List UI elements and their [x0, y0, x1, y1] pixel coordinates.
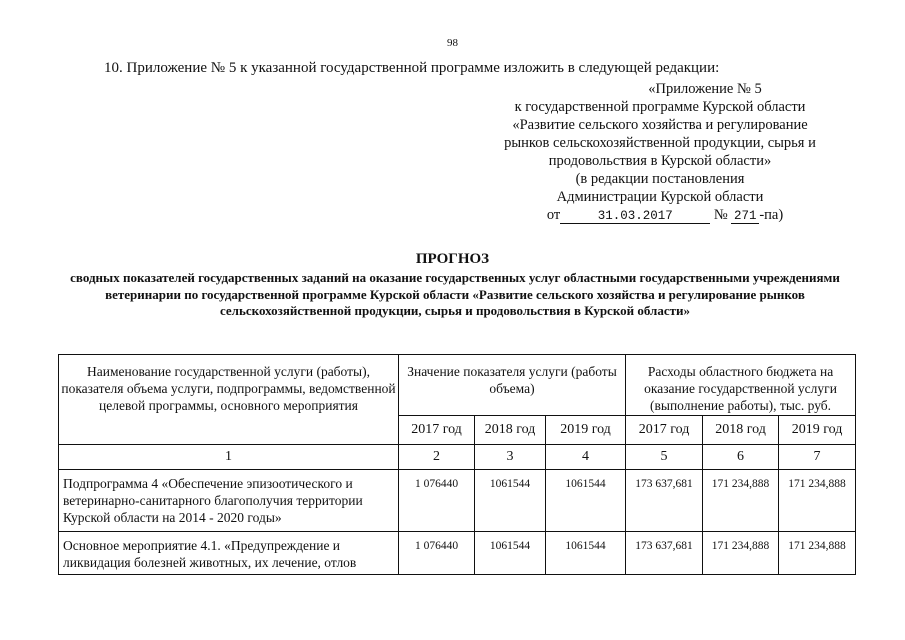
column-number: 1 [59, 445, 399, 470]
resolution-date-line [480, 206, 840, 224]
row-value: 1061544 [546, 470, 626, 532]
column-group-expenses: Расходы областного бюджета на оказание государственной услуги (выполнение работы), тыс. руб. [626, 355, 856, 416]
number-prefix: № [713, 207, 728, 223]
row-name: Подпрограмма 4 «Обеспечение эпизоотического и ветеринарно-санитарного благополучия территории Курской области на 2014 - 2020 годы» [59, 470, 399, 532]
column-number: 2 [399, 445, 475, 470]
table-row [59, 532, 856, 575]
year-header: 2017 год [399, 416, 475, 445]
appendix-line: рынков сельскохозяйственной продукции, сырья и [504, 135, 816, 151]
column-number: 3 [475, 445, 546, 470]
column-number: 6 [703, 445, 779, 470]
resolution-number: 271 [731, 210, 759, 224]
year-header: 2018 год [475, 416, 546, 445]
row-value: 1 076440 [399, 470, 475, 532]
row-value: 1061544 [546, 532, 626, 575]
year-header: 2019 год [779, 416, 856, 445]
year-header: 2018 год [703, 416, 779, 445]
row-value: 1061544 [475, 532, 546, 575]
page-number: 98 [447, 37, 458, 49]
appendix-line: «Приложение № 5 [648, 81, 762, 97]
row-value: 173 637,681 [626, 470, 703, 532]
appendix-line: к государственной программе Курской области [514, 99, 806, 115]
row-value: 171 234,888 [703, 470, 779, 532]
appendix-header [480, 80, 840, 224]
row-value: 1 076440 [399, 532, 475, 575]
row-value: 173 637,681 [626, 532, 703, 575]
row-value: 171 234,888 [779, 470, 856, 532]
table-row [59, 470, 856, 532]
date-prefix: от [546, 207, 561, 223]
row-value: 171 234,888 [779, 532, 856, 575]
column-header-name: Наименование государственной услуги (работы), показателя объема услуги, подпрограммы, ведомственной целевой программы, основного мероприятия [59, 355, 399, 445]
forecast-table [58, 354, 856, 575]
appendix-line: «Развитие сельского хозяйства и регулирование [512, 117, 808, 133]
appendix-line: продовольствия в Курской области» [548, 153, 772, 169]
document-subtitle: сводных показателей государственных заданий на оказание государственных услуг областными государственными учреждениями ветеринарии по государственной программе Курской области «Развитие сельского хозяйства и регулирование рынков сельскохозяйственной продукции, сырья и продовольствия в Курской области» [70, 270, 840, 318]
document-title: ПРОГНОЗ [415, 251, 490, 267]
row-value: 171 234,888 [703, 532, 779, 575]
year-header: 2019 год [546, 416, 626, 445]
row-name: Основное мероприятие 4.1. «Предупреждение и ликвидация болезней животных, их лечение, отлов [63, 538, 357, 570]
column-number: 5 [626, 445, 703, 470]
column-number: 7 [779, 445, 856, 470]
year-header: 2017 год [626, 416, 703, 445]
row-value: 1061544 [475, 470, 546, 532]
number-suffix: -па) [759, 207, 784, 223]
appendix-line: Администрации Курской области [556, 189, 764, 205]
row-name-cell [59, 532, 399, 575]
resolution-date: 31.03.2017 [560, 210, 710, 224]
appendix-line: (в редакции постановления [575, 171, 745, 187]
column-group-indicator: Значение показателя услуги (работы объема) [399, 355, 626, 416]
column-number: 4 [546, 445, 626, 470]
intro-paragraph: 10. Приложение № 5 к указанной государственной программе изложить в следующей редакции: [104, 60, 720, 76]
